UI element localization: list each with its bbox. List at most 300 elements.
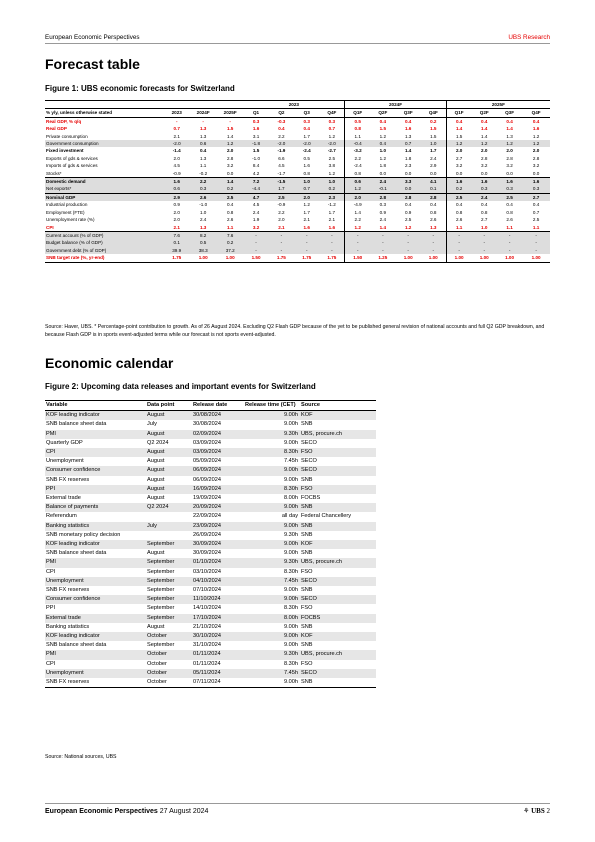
forecast-cell: 4.5 [173,163,180,169]
calendar-cell: SNB [301,642,313,649]
forecast-cell: 2.3 [319,193,344,201]
calendar-cell: 9.00h [284,476,298,483]
ubs-keys-icon: ⚘ [523,807,530,815]
calendar-cell: Banking statistics [46,623,90,630]
forecast-cell: 2.6 [189,193,217,201]
forecast-cell: 0.0 [404,170,412,176]
forecast-row-label: Employment (FTE) [46,209,85,215]
forecast-cell: 0.5 [189,239,217,246]
calendar-cell: August [147,623,165,630]
calendar-cell: 03/10/2024 [193,568,221,575]
forecast-cell: -1.2 [327,202,336,208]
calendar-cell: Q2 2024 [147,439,169,446]
calendar-cell: all day [281,513,298,520]
footer-date: 27 August 2024 [159,808,209,815]
forecast-cell: - [243,239,268,246]
calendar-cell: 9.00h [244,540,300,549]
forecast-cell: 1.5 [252,148,260,154]
forecast-cell: 2.5 [497,193,522,201]
forecast-cell: 6.6 [278,155,285,161]
calendar-cell: 9.00h [284,623,298,630]
forecast-cell: 1.2 [328,133,336,139]
forecast-row [45,178,550,186]
forecast-cell: 1.2 [328,170,336,176]
forecast-cell: 1.0 [294,178,319,186]
forecast-cell: - [497,247,522,254]
forecast-cell: 3.3 [396,178,421,186]
forecast-cell: 2.7 [455,155,463,161]
forecast-row [45,231,550,239]
calendar-cell: 04/10/2024 [192,577,244,586]
calendar-cell: 7.45h [244,577,300,586]
calendar-cell: External trade [46,495,81,502]
forecast-cell: 1.4 [217,178,243,186]
forecast-cell: 1.2 [446,140,471,147]
calendar-cell: KOF leading indicator [45,540,146,549]
calendar-cell: 8.00h [244,614,300,623]
forecast-cell: 0.8 [506,209,513,215]
calendar-cell: 9.00h [244,632,300,641]
forecast-cell: 0.8 [481,209,488,215]
forecast-cell: 1.75 [319,254,344,262]
forecast-row-label: Nominal GDP [45,193,164,201]
forecast-cell: 2.3 [404,163,412,169]
forecast-cell: 1.00 [189,254,217,262]
calendar-cell: KOF [300,632,376,641]
forecast-cell: 1.4 [481,133,488,139]
forecast-row [45,170,550,178]
calendar-cell: 8.30h [244,485,300,494]
forecast-column-header: Q4F [522,109,550,117]
forecast-cell: -1.5 [269,178,294,186]
forecast-cell: 0.0 [226,170,234,176]
forecast-cell: 2.8 [532,155,540,161]
forecast-cell: 1.1 [226,224,234,230]
calendar-row [45,678,376,688]
forecast-cell: 3.8 [328,163,336,169]
calendar-cell: 26/09/2024 [193,531,221,538]
calendar-table-container [45,400,376,688]
forecast-cell: - [421,239,446,246]
forecast-cell: 1.6 [446,178,471,186]
forecast-cell: -2.0 [164,140,189,147]
forecast-cell: 0.2 [446,185,471,193]
forecast-cell: 1.2 [379,133,387,139]
forecast-cell: 0.3 [252,118,260,124]
calendar-row [45,476,376,485]
calendar-row [45,430,376,439]
section-title-calendar: Economic calendar [45,355,174,371]
calendar-cell: UBS, procure.ch [300,558,376,567]
calendar-cell: FSO [301,605,313,612]
forecast-cell: 1.1 [345,133,370,140]
forecast-cell: 2.6 [455,217,463,223]
forecast-cell: 0.3 [189,185,217,193]
forecast-cell: 2.8 [481,155,488,161]
forecast-cell: - [269,239,294,246]
forecast-cell: 0.5 [345,117,370,125]
forecast-cell: 1.2 [404,224,412,230]
forecast-cell: 2.4 [421,155,446,162]
forecast-cell: 1.3 [199,155,207,161]
forecast-column-header: Q1F [345,109,370,117]
calendar-cell: FSO [301,660,313,667]
forecast-cell: - [319,231,344,239]
forecast-cell: 0.4 [303,126,310,132]
footer-brand [523,807,550,815]
calendar-cell: SNB [300,678,376,688]
forecast-cell: 2.1 [303,217,310,223]
forecast-cell: 0.2 [217,185,243,193]
calendar-cell: SECO [300,595,376,604]
forecast-row [45,125,550,132]
forecast-cell: -1.0 [199,202,208,208]
forecast-cell: 38.3 [189,247,217,254]
calendar-row [45,660,376,669]
forecast-cell: 1.6 [472,178,497,186]
forecast-column-header: Q3 [294,109,319,117]
forecast-cell: 1.0 [199,209,207,215]
forecast-cell: 0.2 [421,117,446,125]
forecast-cell: 1.0 [379,148,387,154]
calendar-cell: SNB [301,476,313,483]
calendar-row [45,466,376,475]
calendar-cell: 9.00h [244,678,300,688]
calendar-cell: 30/10/2024 [192,632,244,641]
forecast-cell: 0.7 [328,126,336,132]
calendar-cell: PMI [45,430,146,439]
calendar-cell: 14/10/2024 [193,605,221,612]
calendar-cell: Banking statistics [45,522,146,531]
forecast-cell: 2.6 [506,217,513,223]
forecast-cell: 0.8 [303,170,310,176]
calendar-cell: October [146,678,192,688]
calendar-cell: FSO [301,568,313,575]
calendar-cell: August [146,430,192,439]
calendar-row [45,669,376,678]
calendar-cell: October [146,669,192,678]
forecast-cell: 2.9 [421,162,446,169]
forecast-cell: 7.6 [217,231,243,239]
calendar-row [45,650,376,659]
forecast-cell: 0.4 [532,202,540,208]
forecast-cell: -1.4 [172,148,181,154]
calendar-cell: Unemployment [46,458,84,465]
forecast-cell: 0.4 [455,202,463,208]
calendar-cell: 9.00h [244,503,300,512]
forecast-cell: 0.4 [421,201,446,208]
calendar-cell: KOF [300,411,376,421]
forecast-cell: 2.9 [164,193,189,201]
calendar-cell: SNB balance sheet data [46,642,107,649]
forecast-cell: 1.3 [199,224,207,230]
forecast-row [45,133,550,140]
calendar-cell: PPI [46,605,56,612]
forecast-cell: 1.00 [522,254,550,262]
forecast-cell: - [319,239,344,246]
calendar-cell: September [146,540,192,549]
calendar-cell: 9.00h [284,421,298,428]
forecast-row-label: Industrial production [46,202,88,208]
calendar-row [45,641,376,650]
running-header-brand: UBS Research [508,34,550,41]
forecast-row [45,247,550,254]
calendar-cell: 03/09/2024 [192,448,244,457]
forecast-cell: 0.3 [472,185,497,193]
forecast-cell: 1.4 [455,126,463,132]
calendar-cell: FSO [300,485,376,494]
forecast-column-header-row [45,109,550,117]
forecast-cell: 2.5 [269,193,294,201]
calendar-cell [146,512,192,521]
forecast-row [45,140,550,147]
forecast-cell: 0.4 [199,148,207,154]
calendar-cell: September [147,587,175,594]
calendar-column-header: Release time (CET) [244,401,300,411]
forecast-row [45,117,550,125]
calendar-cell: 07/10/2024 [193,587,221,594]
calendar-table [45,400,376,688]
forecast-cell: - [522,247,550,254]
forecast-cell: 1.4 [506,126,513,132]
forecast-cell: 2.0 [481,148,488,154]
forecast-cell: 1.6 [532,126,540,132]
forecast-cell: 0.4 [379,118,387,124]
forecast-row-label: Unemployment rate (%) [46,217,95,223]
calendar-cell: Q2 2024 [146,503,192,512]
calendar-cell: 9.00h [284,439,298,446]
calendar-cell: 9.00h [284,642,298,649]
forecast-cell: -3.2 [345,147,370,154]
forecast-cell: - [229,118,231,124]
header-divider [45,43,550,44]
calendar-column-header: Data point [146,401,192,411]
calendar-row [45,503,376,512]
forecast-row-label: Private consumption [46,133,88,139]
calendar-cell: August [146,466,192,475]
calendar-row [45,494,376,503]
forecast-cell: -0.1 [370,185,395,193]
forecast-cell: 1.0 [481,224,488,230]
calendar-cell: SECO [300,669,376,678]
forecast-cell: 1.00 [421,254,446,262]
forecast-column-header: Q2F [472,109,497,117]
forecast-cell: - [472,231,497,239]
calendar-cell: Federal Chancellery [301,513,352,520]
forecast-column-header: 2024F [189,109,217,117]
calendar-cell: 9.30h [244,650,300,659]
calendar-cell: FOCBS [300,614,376,623]
forecast-cell: 1.00 [396,254,421,262]
calendar-column-header: Release date [192,401,244,411]
forecast-cell: - [522,239,550,246]
calendar-row [45,439,376,448]
forecast-row [45,239,550,246]
calendar-cell: 9.00h [244,466,300,475]
forecast-group-header: 2025F [446,101,550,109]
calendar-cell: 30/09/2024 [192,540,244,549]
calendar-cell: 8.30h [284,568,298,575]
calendar-cell: 21/10/2024 [193,623,221,630]
calendar-cell: 8.30h [244,448,300,457]
forecast-cell: 7.6 [164,231,189,239]
forecast-cell: - [269,247,294,254]
forecast-cell: 2.1 [173,224,180,230]
calendar-cell: 8.30h [284,660,298,667]
calendar-cell: 01/11/2024 [192,650,244,659]
forecast-cell: 0.4 [278,126,285,132]
forecast-cell: 0.4 [481,202,488,208]
forecast-cell: 1.6 [497,178,522,186]
forecast-cell: 2.2 [345,155,370,162]
calendar-cell: September [147,605,175,612]
calendar-cell: SNB balance sheet data [46,550,107,557]
forecast-cell: 2.4 [199,217,207,223]
calendar-cell: Referendum [46,513,77,520]
forecast-cell: 0.0 [506,170,513,176]
forecast-row-label: Exports of gds & services [46,155,98,161]
forecast-column-header: Q1F [446,109,471,117]
forecast-cell: 2.8 [506,155,513,161]
forecast-cell: 2.0 [278,217,285,223]
calendar-cell: 9.30h [284,531,298,538]
calendar-cell: 9.00h [244,522,300,531]
calendar-cell: Consumer confidence [45,466,146,475]
calendar-cell: CPI [45,448,146,457]
calendar-cell: Balance of payments [45,503,146,512]
calendar-row [45,411,376,421]
calendar-cell: FOCBS [301,495,321,502]
forecast-cell: 1.6 [252,126,260,132]
forecast-cell: -2.4 [302,148,311,154]
calendar-cell: August [146,448,192,457]
forecast-cell: 1.2 [303,202,310,208]
forecast-cell: 1.75 [269,254,294,262]
forecast-cell: 1.6 [328,224,336,230]
forecast-cell: - [472,247,497,254]
forecast-table [45,100,550,263]
forecast-row-label: Real GDP, % q/q [46,118,82,124]
forecast-cell: 0.3 [497,185,522,193]
forecast-cell: 0.6 [189,140,217,147]
calendar-cell: 01/11/2024 [193,660,221,667]
forecast-cell: 1.2 [345,185,370,193]
forecast-cell: 2.8 [396,193,421,201]
forecast-cell: 0.0 [421,170,446,178]
forecast-cell: 39.9 [164,247,189,254]
calendar-cell: 23/09/2024 [192,522,244,531]
calendar-cell: SECO [301,458,317,465]
forecast-cell: 1.0 [421,140,446,147]
forecast-cell: 4.7 [243,193,268,201]
forecast-cell: -2.7 [327,148,336,154]
running-header-title: European Economic Perspectives [45,34,140,41]
forecast-row-label: Stocks* [46,170,62,176]
forecast-cell: 2.1 [173,133,180,139]
calendar-cell: 31/10/2024 [193,642,221,649]
forecast-cell: -0.2 [199,170,208,176]
calendar-cell: SNB [301,550,313,557]
calendar-cell: July [146,522,192,531]
calendar-cell: UBS, procure.ch [300,430,376,439]
calendar-cell: Unemployment [45,577,146,586]
forecast-column-header: 2025F [217,109,243,117]
forecast-cell: - [421,247,446,254]
forecast-cell: 1.7 [269,185,294,193]
forecast-cell: 1.4 [379,224,387,230]
calendar-cell: UBS, procure.ch [300,650,376,659]
forecast-column-header: Q1 [243,109,268,117]
forecast-cell: 1.2 [345,224,370,232]
calendar-row [45,614,376,623]
forecast-row [45,185,550,193]
forecast-cell: - [345,239,370,246]
calendar-cell: SNB FX reserves [46,476,90,483]
calendar-row [45,577,376,586]
forecast-row-label: Current account (% of GDP) [45,231,164,239]
forecast-cell: 0.8 [345,125,370,132]
forecast-cell: 0.5 [303,155,310,161]
forecast-column-header: Q4F [421,109,446,117]
forecast-cell: 2.7 [522,193,550,201]
forecast-cell: -0.3 [277,118,286,124]
calendar-column-header: Source [300,401,376,411]
forecast-cell: 1.5 [455,133,463,139]
calendar-row [45,448,376,457]
calendar-cell: PMI [45,650,146,659]
forecast-cell: 2.1 [328,217,336,223]
forecast-cell: - [497,231,522,239]
forecast-cell: 2.1 [278,224,285,230]
calendar-cell: SNB [301,587,313,594]
forecast-cell: - [345,247,370,254]
forecast-cell: 1.00 [217,254,243,262]
calendar-cell: 05/09/2024 [193,458,221,465]
forecast-cell: 1.1 [455,224,463,230]
forecast-cell: 0.3 [303,118,310,124]
forecast-cell: 1.75 [164,254,189,262]
calendar-cell: Consumer confidence [45,595,146,604]
forecast-cell: 2.0 [345,193,370,201]
forecast-cell: 0.9 [173,202,180,208]
forecast-cell: 0.0 [532,170,540,176]
calendar-cell: September [146,614,192,623]
forecast-cell: 0.8 [421,209,446,216]
calendar-row [45,595,376,604]
calendar-cell: 11/10/2024 [192,595,244,604]
calendar-cell: SNB balance sheet data [46,421,107,428]
forecast-cell: 0.2 [217,239,243,246]
calendar-cell: October [147,660,167,667]
forecast-cell: 0.6 [164,185,189,193]
figure-caption-calendar: Figure 2: Upcoming data releases and important events for Switzerland [45,382,316,391]
forecast-cell: - [294,247,319,254]
forecast-cell: 4.1 [421,178,446,186]
calendar-row [45,457,376,466]
forecast-cell: 0.0 [455,170,463,176]
forecast-cell: 2.0 [506,148,513,154]
forecast-cell: - [472,239,497,246]
forecast-cell: 1.4 [481,126,488,132]
forecast-cell: -2.0 [269,140,294,147]
forecast-cell: 1.7 [303,209,310,215]
forecast-header-blank [45,101,243,109]
calendar-cell: October [146,632,192,641]
forecast-cell: 2.8 [370,193,395,201]
forecast-cell: 1.00 [497,254,522,262]
calendar-cell: 07/11/2024 [192,678,244,688]
forecast-cell: 1.25 [370,254,395,262]
